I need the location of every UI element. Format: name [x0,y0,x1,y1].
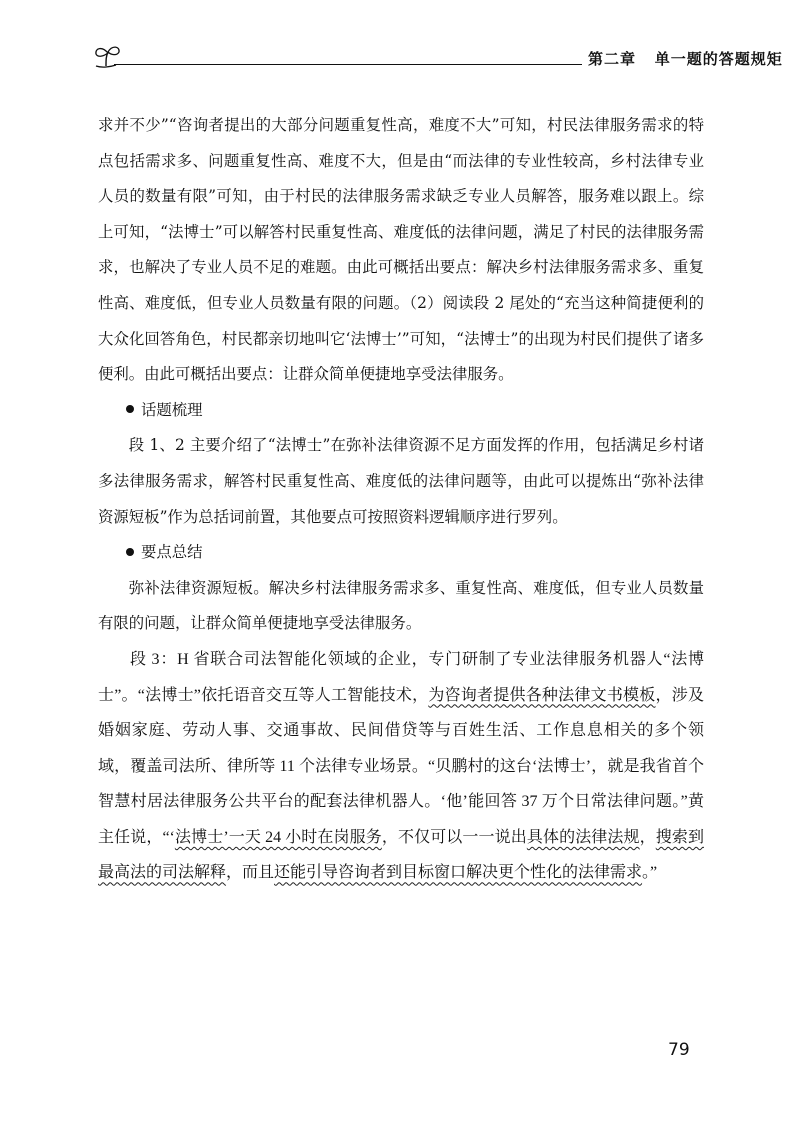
chapter-title [588,48,783,69]
underlined-phrase: 具体的法律法规 [526,828,640,846]
chapter-label: 第二章 [588,50,637,68]
running-header [92,44,783,74]
page-number: 79 [668,1040,690,1060]
underlined-phrase: 为咨询者提供各种法律文书模板 [428,686,656,704]
underlined-phrase: 法博士’一天 24 小时在岗服务 [174,828,382,846]
heading-text: 要点总结 [141,543,203,562]
text-run: ， [639,828,656,846]
paragraph-analysis: 求并不少”“咨询者提出的大部分问题重复性高，难度不大”可知，村民法律服务需求的特点包括需求多、问题重复性高、难度不大，但是由“而法律的专业性较高，乡村法律专业人员的数量有限”可知，由于村民的法律服务需求缺乏专业人员解答，服务难以跟上。综上可知，“法博士”可以解答村民重复性高、难度低的法律问题，满足了村民的法律服务需求，也解决了专业人员不足的难题。由此可概括出要点：解决乡村法律服务需求多、重复性高、难度低，但专业人员数量有限的问题。（2）阅读段 2 尾处的“充当这种简捷便利的大众化回答角色，村民都亲切地叫它‘法博士’”可知，“法博士”的出现为村民们提供了诸多便利。由此可概括出要点：让群众简单便捷地享受法律服务。 [98,116,704,384]
header-rule [114,64,582,65]
heading-text: 话题梳理 [141,400,203,419]
bullet-dot-icon [126,405,134,413]
text-run: ，涉及婚姻家庭、劳动人事、交通事故、民间借贷等与百姓生活、工作息息相关的多个领域，覆盖司法所、律所等 11 个法律专业场景。“贝鹏村的这台‘法博士’，就是我省首个智慧村居法律服务公共平台的配套法律机器人。‘他’能回答 37 万个日常法律问题。”黄主任说，“‘ [98,686,704,846]
text-run: 段 3：H 省联合司法智能化领域的企业，专门研制了专业法律服务机器人“法博士”。“法博士”依托语音交互等人工智能技术， [98,650,704,704]
underlined-phrase: 搜索到最高法的司法解释 [98,828,704,882]
sprout-icon [92,44,128,70]
text-run: ，而且 [226,864,275,882]
page-body [98,108,704,891]
underlined-phrase: 还能引导咨询者到目标窗口解决更个性化的法律需求 [274,864,643,882]
paragraph-material [98,642,704,891]
section-heading-topic [98,393,704,429]
chapter-name: 单一题的答题规矩 [654,50,783,68]
section-heading-summary [98,535,704,571]
paragraph-topic: 段 1、2 主要介绍了“法博士”在弥补法律资源不足方面发挥的作用，包括满足乡村诸多法律服务需求，解答村民重复性高、难度低的法律问题等，由此可以提炼出“弥补法律资源短板”作为总括词前置，其他要点可按照资料逻辑顺序进行罗列。 [98,436,704,526]
paragraph-summary: 弥补法律资源短板。解决乡村法律服务需求多、重复性高、难度低，但专业人员数量有限的问题，让群众简单便捷地享受法律服务。 [98,578,704,633]
text-run: ，不仅可以一一说出 [381,828,527,846]
bullet-dot-icon [126,548,134,556]
text-run: 。” [642,864,658,882]
